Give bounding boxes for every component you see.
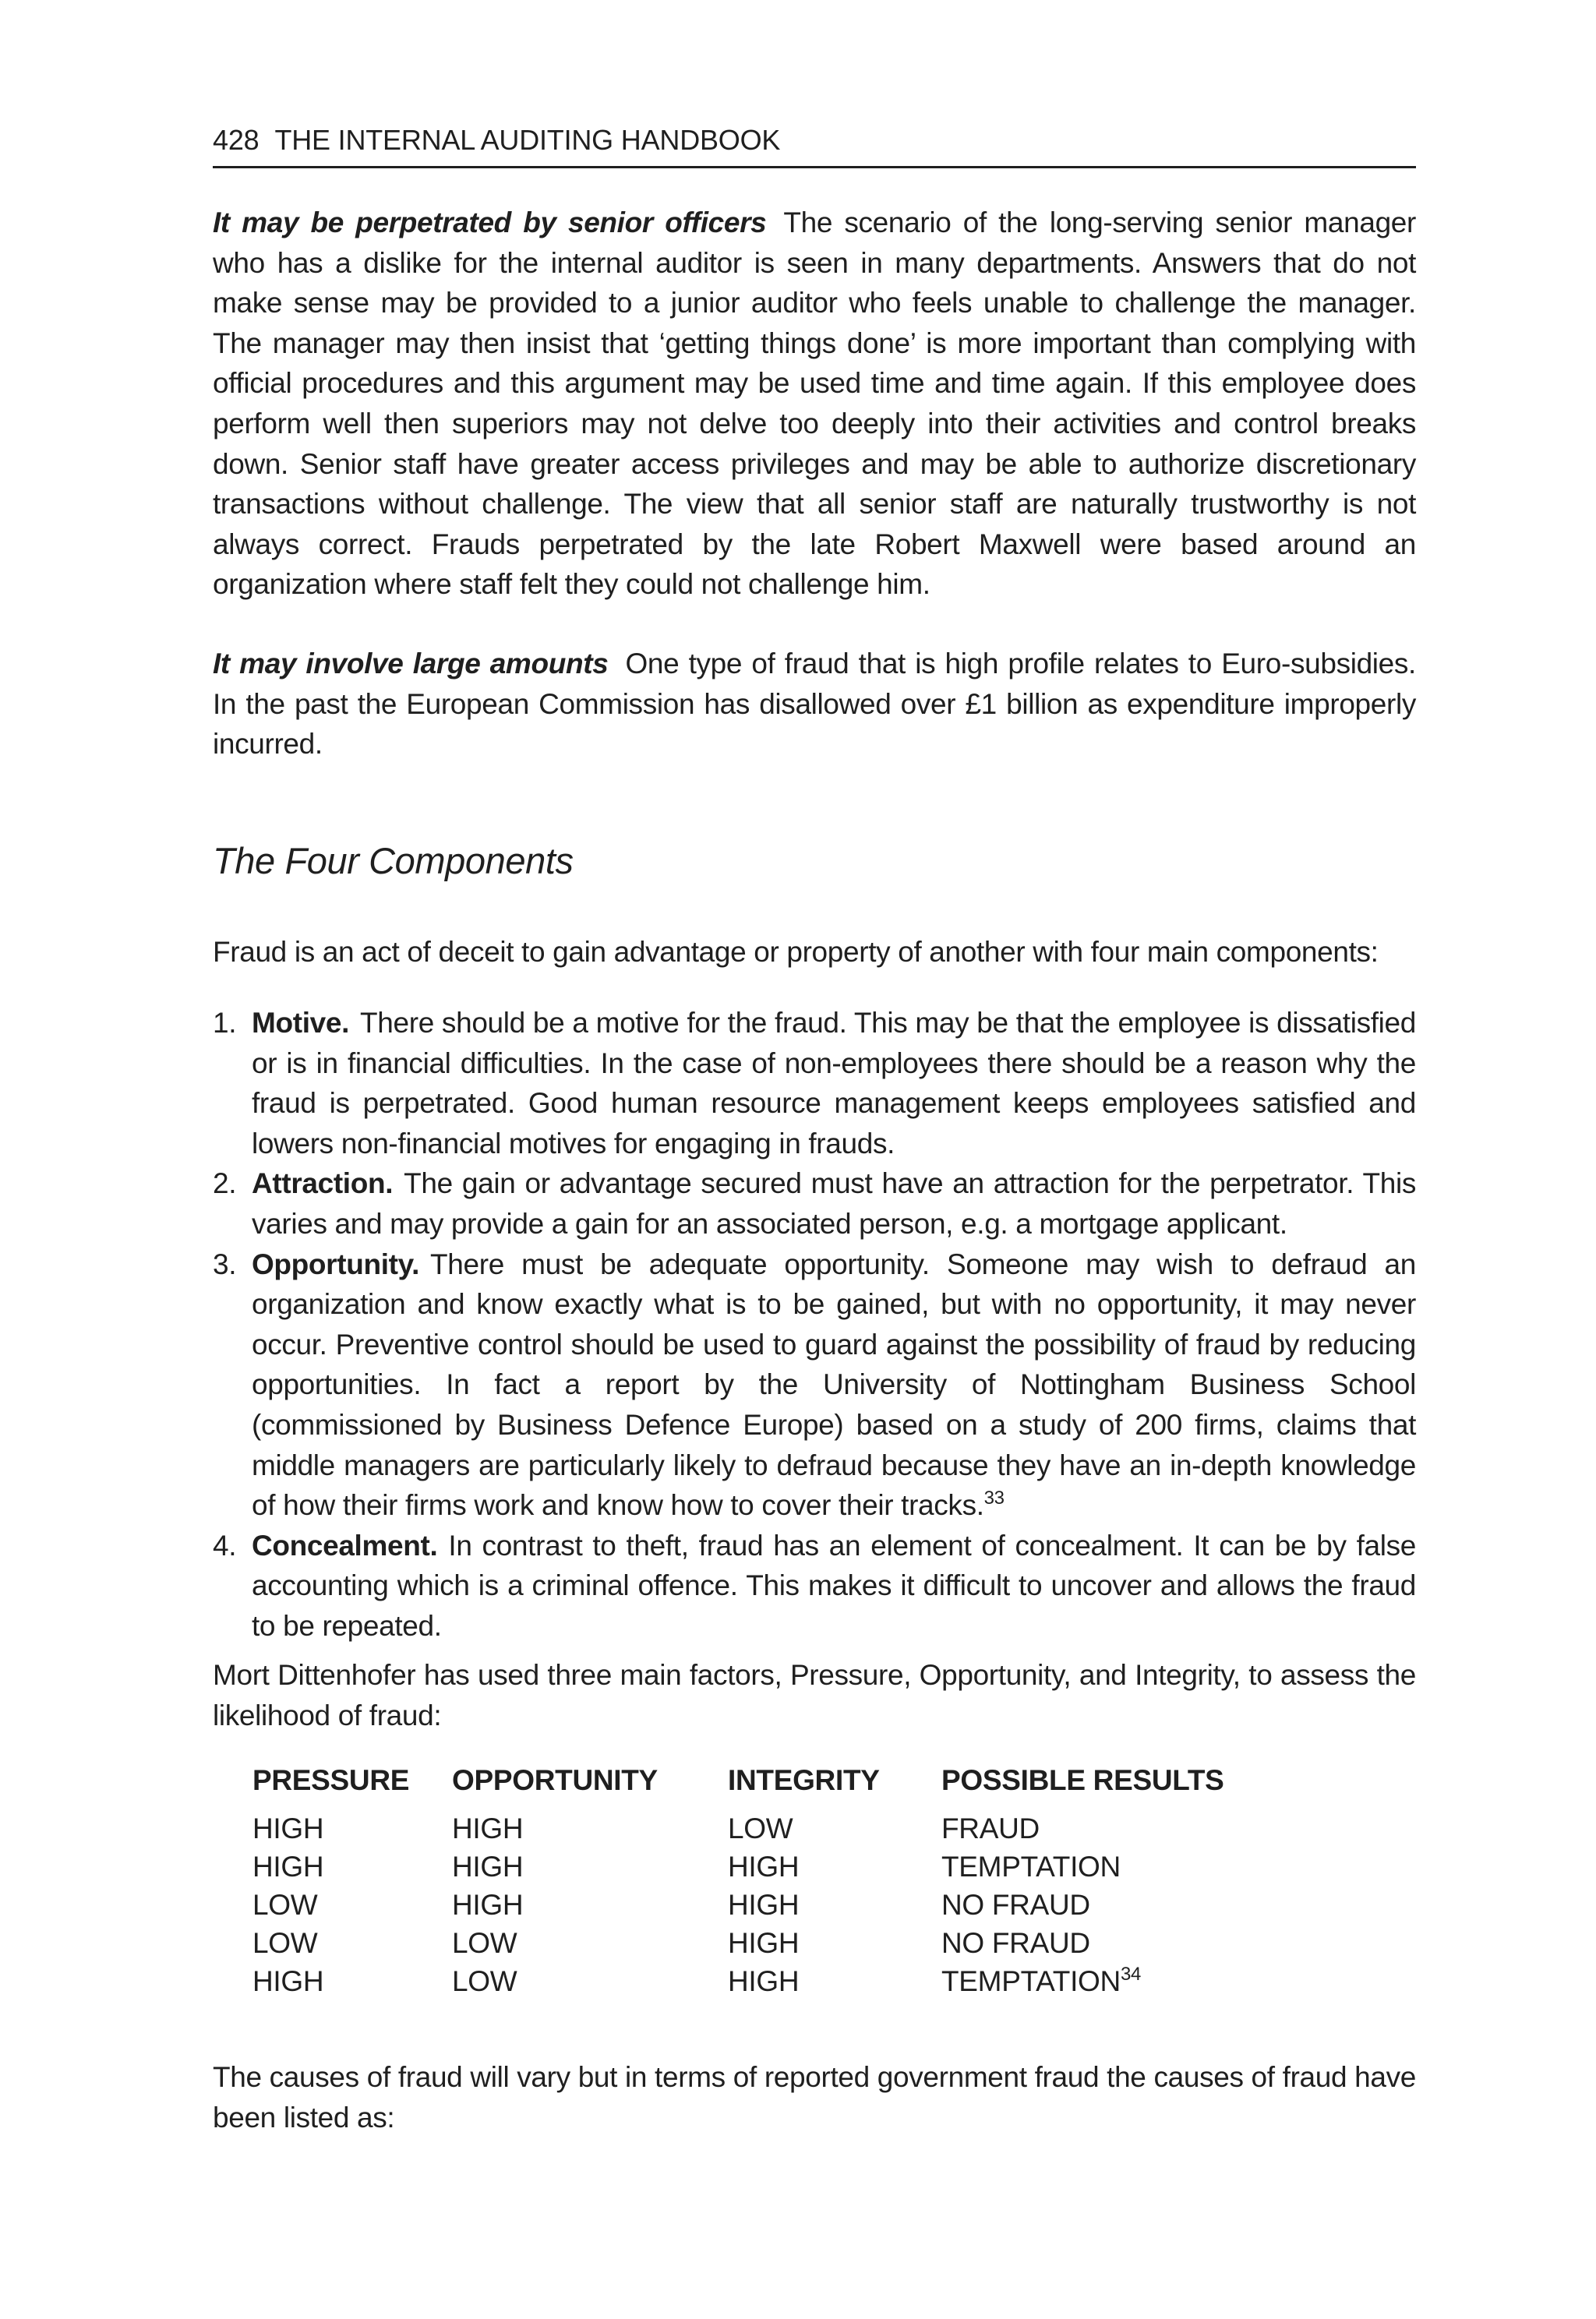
paragraph-lead: It may be perpetrated by senior officers [213,206,767,238]
footnote-marker: 33 [983,1488,1005,1509]
paragraph-text: One type of fraud that is high profile relates to Euro-subsidies. In the past the European Commission has disallowed over £1 billion as expenditure improperly incurred. [213,648,1416,761]
column-header: OPPORTUNITY [452,1764,658,1796]
column-header: INTEGRITY [728,1764,880,1796]
table-cell: LOW [252,1889,318,1921]
component-text: The gain or advantage secured must have an attraction for the perpetrator. This varies and may provide a gain for an associated person, e.g. a mortgage applicant. [252,1167,1416,1240]
table-cell: HIGH [252,1851,324,1883]
page-number: 428 [213,124,260,156]
components-list [213,1003,1416,1647]
table-cell: HIGH [452,1812,524,1844]
book-title: THE INTERNAL AUDITING HANDBOOK [274,124,781,156]
list-number: 3. [213,1248,237,1280]
table-row [252,1851,1269,1889]
table-cell [941,1965,1269,2003]
component-text: There should be a motive for the fraud. This may be that the employee is dissatisfied or is in financial difficulties. In the case of non-employees there should be a reason why the fraud is perpetrated. Good human resource management keeps employees satisfied and lowers non-financial motives for engaging in frauds. [252,1007,1416,1160]
table-cell: HIGH [728,1927,800,1959]
footnote-marker: 34 [1120,1964,1142,1985]
table-cell: HIGH [252,1812,324,1844]
table-cell: LOW [728,1812,793,1844]
component-text: In contrast to theft, fraud has an element of concealment. It can be by false accounting which is a criminal offence. This makes it difficult to uncover and allows the fraud to be repeated. [252,1529,1416,1642]
table-cell: LOW [452,1965,517,1997]
component-term: Motive. [252,1007,350,1039]
component-text: There must be adequate opportunity. Someone may wish to defraud an organization and know exactly what is to be gained, but with no opportunity, it may never occur. Preventive control should be used to guard against the possibility of fraud by reducing opportunities. In fact a report by the University of Nottingham Business School (commissioned by Business Defence Europe) based on a study of 200 firms, claims that middle managers are particularly likely to defraud because they have an in-depth knowledge of how their firms work and know how to cover their tracks. [252,1248,1416,1522]
table-row [252,1965,1269,2003]
list-item [213,1526,1416,1647]
list-number: 2. [213,1167,237,1200]
table-cell: FRAUD [941,1812,1040,1844]
table-row [252,1927,1269,1965]
table-cell: HIGH [728,1851,800,1883]
table-cell: HIGH [452,1851,524,1883]
table-cell: LOW [252,1927,318,1959]
running-header [213,118,1416,168]
list-item [213,1003,1416,1163]
closing-paragraph: The causes of fraud will vary but in terms of reported government fraud the causes of fraud have been listed as: [213,2061,1416,2134]
section-heading: The Four Components [213,840,574,881]
column-header: PRESSURE [252,1764,410,1796]
table-cell: LOW [452,1927,517,1959]
table-row [252,1889,1269,1927]
table-cell: TEMPTATION [941,1851,1121,1883]
paragraph-large-amounts [213,644,1416,764]
table-header-row [252,1764,1269,1812]
table-cell: HIGH [252,1965,324,1997]
list-item [213,1163,1416,1244]
factors-table [252,1764,1269,2003]
component-term: Concealment. [252,1529,438,1562]
paragraph-lead: It may involve large amounts [213,648,609,679]
column-header: POSSIBLE RESULTS [941,1764,1224,1796]
table-cell: HIGH [452,1889,524,1921]
table-cell: NO FRAUD [941,1927,1090,1959]
paragraph-senior-officers [213,203,1416,605]
list-number: 1. [213,1007,237,1039]
table-row [252,1812,1269,1851]
list-number: 4. [213,1529,237,1562]
component-term: Opportunity. [252,1248,420,1280]
dittenhofer-paragraph: Mort Dittenhofer has used three main factors, Pressure, Opportunity, and Integrity, to assess the likelihood of fraud: [213,1659,1416,1731]
intro-paragraph: Fraud is an act of deceit to gain advantage or property of another with four main components: [213,936,1379,968]
table-cell: NO FRAUD [941,1889,1090,1921]
table-cell: HIGH [728,1889,800,1921]
table-cell: HIGH [728,1965,800,1997]
list-item [213,1244,1416,1526]
paragraph-text: The scenario of the long-serving senior manager who has a dislike for the internal auditor is seen in many departments. Answers that do not make sense may be provided to a junior auditor who feels unable to challenge the manager. The manager may then insist that ‘getting things done’ is more important than complying with official procedures and this argument may be used time and time again. If this employee does perform well then superiors may not delve too deeply into their activities and control breaks down. Senior staff have greater access privileges and may be able to authorize discretionary transactions without challenge. The view that all senior staff are naturally trustworthy is not always correct. Frauds perpetrated by the late Robert Maxwell were based around an organization where staff felt they could not challenge him. [213,206,1416,601]
cell-text: TEMPTATION [941,1965,1121,1997]
factors-table-wrapper [252,1764,1344,2003]
component-term: Attraction. [252,1167,394,1200]
